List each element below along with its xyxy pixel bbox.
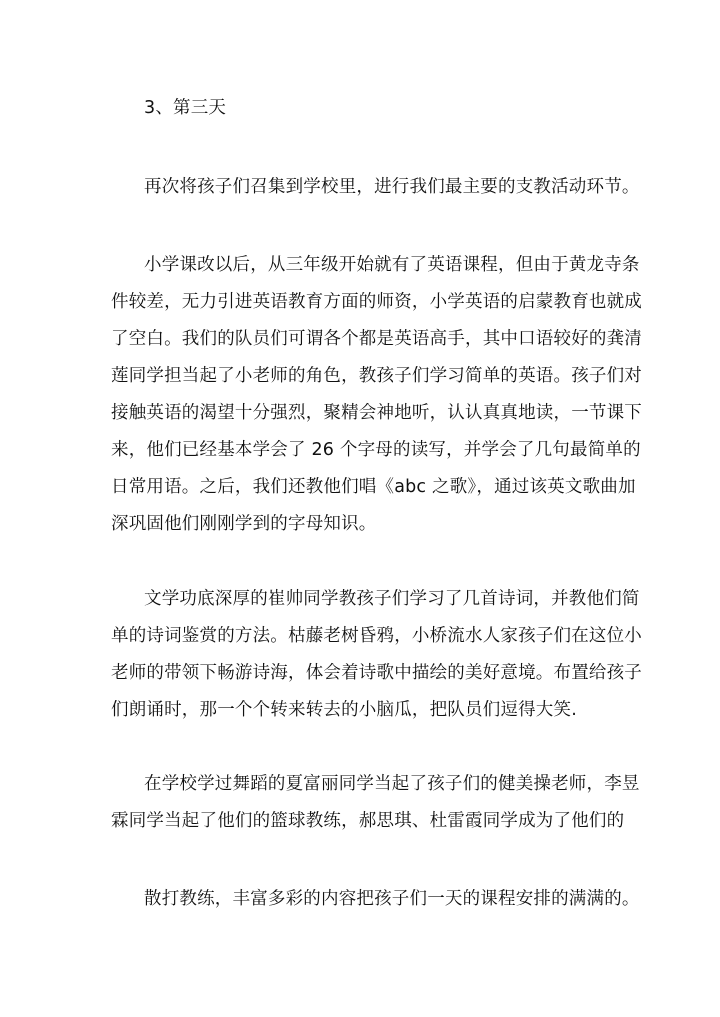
paragraph-2-line-3: 了空白。我们的队员们可谓各个都是英语高手，其中口语较好的龚清: [111, 329, 642, 349]
paragraph-1: 再次将孩子们召集到学校里，进行我们最主要的支教活动环节。: [144, 177, 640, 197]
paragraph-4-line-2: 霖同学当起了他们的篮球教练，郝思琪、杜雷霞同学成为了他们的: [111, 811, 625, 831]
paragraph-3-line-3: 老师的带领下畅游诗海，体会着诗歌中描绘的美好意境。布置给孩子: [111, 663, 642, 683]
section-heading: 3、第三天: [144, 98, 227, 118]
paragraph-2-line-2: 件较差，无力引进英语教育方面的师资，小学英语的启蒙教育也就成: [111, 292, 642, 312]
paragraph-3-line-4: 们朗诵时，那一个个转来转去的小脑瓜，把队员们逗得大笑.: [111, 700, 577, 720]
paragraph-2-line-4: 莲同学担当起了小老师的角色，教孩子们学习简单的英语。孩子们对: [111, 366, 642, 386]
paragraph-2-line-5: 接触英语的渴望十分强烈，聚精会神地听，认认真真地读，一节课下: [111, 403, 642, 423]
paragraph-3-line-1: 文学功底深厚的崔帅同学教孩子们学习了几首诗词，并教他们简: [144, 589, 640, 609]
paragraph-2-line-1: 小学课改以后，从三年级开始就有了英语课程，但由于黄龙寺条: [144, 255, 640, 275]
paragraph-2-line-8: 深巩固他们刚刚学到的字母知识。: [111, 514, 377, 534]
paragraph-2-line-7: 日常用语。之后，我们还教他们唱《abc 之歌》，通过该英文歌曲加: [111, 477, 636, 497]
paragraph-5: 散打教练，丰富多彩的内容把孩子们一天的课程安排的满满的。: [144, 889, 640, 909]
paragraph-4-line-1: 在学校学过舞蹈的夏富丽同学当起了孩子们的健美操老师，李昱: [144, 774, 640, 794]
paragraph-2-line-6: 来，他们已经基本学会了 26 个字母的读写，并学会了几句最简单的: [111, 440, 641, 460]
paragraph-3-line-2: 单的诗词鉴赏的方法。枯藤老树昏鸦，小桥流水人家孩子们在这位小: [111, 626, 642, 646]
